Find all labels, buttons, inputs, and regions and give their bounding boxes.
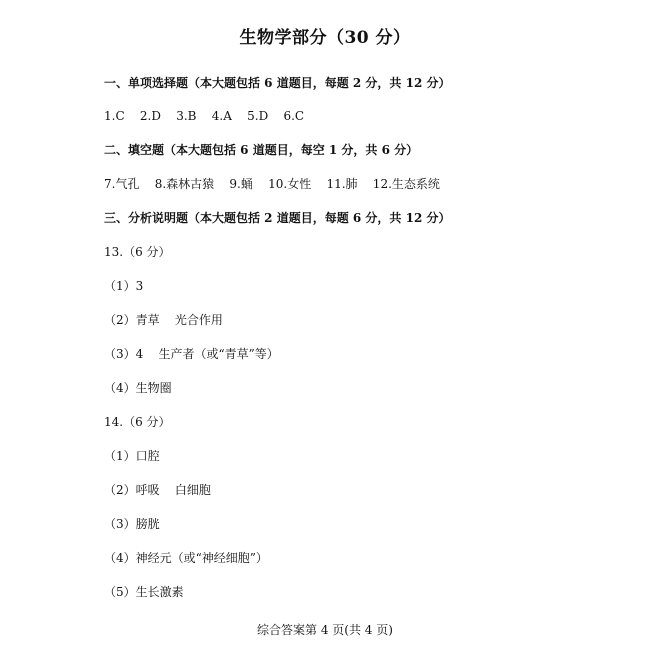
question-13-answer-3: （3）4 生产者（或“青草”等）	[104, 347, 279, 361]
question-13-answer-4: （4）生物圈	[104, 381, 172, 395]
section-1-heading: 一、单项选择题（本大题包括 6 道题目，每题 2 分，共 12 分）	[104, 76, 451, 90]
section-2-answers: 7.气孔 8.森林古猿 9.蛹 10.女性 11.肺 12.生态系统	[104, 177, 440, 191]
question-14-answer-4: （4）神经元（或“神经细胞”）	[104, 551, 268, 565]
section-1-answers: 1.C 2.D 3.B 4.A 5.D 6.C	[104, 109, 305, 123]
question-14-answer-5: （5）生长激素	[104, 585, 184, 599]
section-3-heading: 三、分析说明题（本大题包括 2 道题目，每题 6 分，共 12 分）	[104, 211, 451, 225]
section-2-heading: 二、填空题（本大题包括 6 道题目，每空 1 分，共 6 分）	[104, 143, 419, 157]
question-14-answer-2: （2）呼吸 白细胞	[104, 483, 211, 497]
page-title: 生物学部分（30 分）	[239, 28, 411, 48]
question-13-answer-1: （1）3	[104, 279, 144, 293]
question-13-label: 13.（6 分）	[104, 245, 171, 259]
question-13-answer-2: （2）青草 光合作用	[104, 313, 223, 327]
question-14-label: 14.（6 分）	[104, 415, 171, 429]
question-14-answer-3: （3）膀胱	[104, 517, 160, 531]
page-footer: 综合答案第 4 页(共 4 页)	[257, 623, 393, 637]
question-14-answer-1: （1）口腔	[104, 449, 160, 463]
